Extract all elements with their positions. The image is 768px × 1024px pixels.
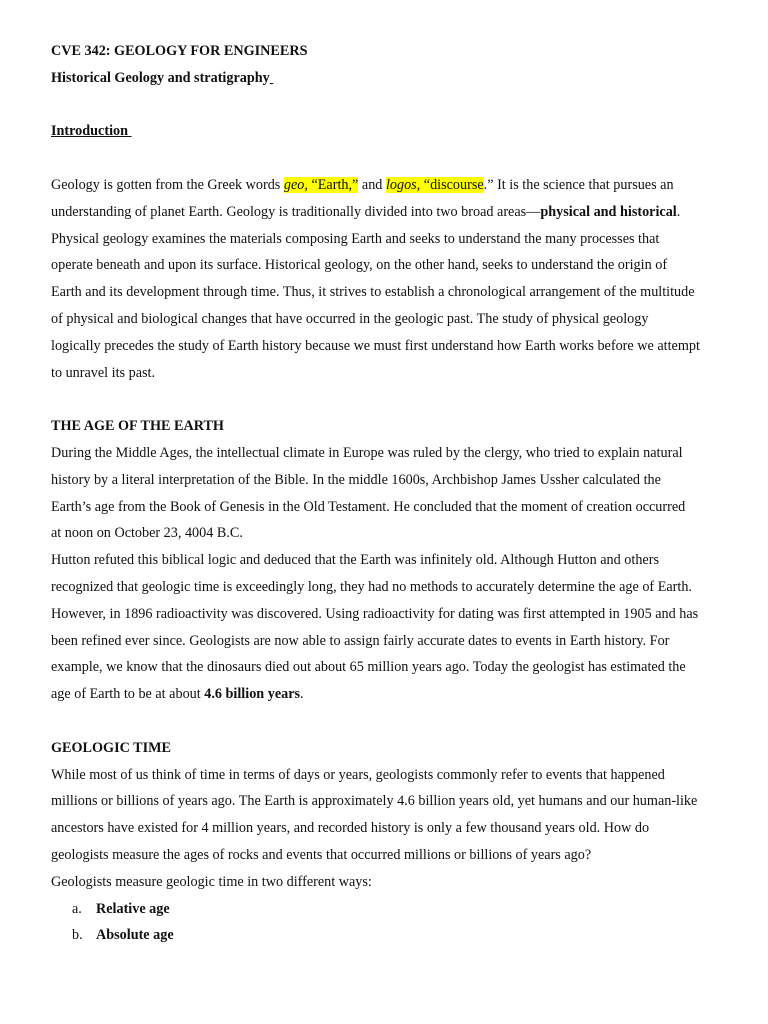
text-run: and: [358, 176, 386, 193]
paragraph-line: been refined ever since. Geologists are now able to assign fairly accurate dates to events in Earth history. For: [51, 632, 670, 649]
text-run: understanding of planet Earth. Geology is traditionally divided into two broad areas—: [51, 203, 541, 220]
paragraph-line: operate beneath and upon its surface. Historical geology, on the other hand, seeks to understand the origin of: [51, 257, 668, 274]
list-item: [51, 922, 741, 949]
paragraph-line: example, we know that the dinosaurs died out about 65 million years ago. Today the geologist has estimated the: [51, 659, 686, 676]
list-item-text: Absolute age: [96, 927, 174, 944]
age-paragraph: [51, 440, 741, 708]
spacer: [51, 708, 741, 735]
spacer: [51, 145, 741, 172]
list-item-text: Relative age: [96, 900, 170, 917]
subtitle-underline-space: [270, 70, 274, 86]
paragraph-line: Physical geology examines the materials composing Earth and seeks to understand the many processes that: [51, 230, 660, 247]
highlight-geo: [284, 177, 358, 193]
introduction-heading-text: Introduction: [51, 123, 128, 140]
course-title: CVE 342: GEOLOGY FOR ENGINEERS: [51, 43, 308, 59]
text-run: Geology is gotten from the Greek words: [51, 176, 284, 193]
section-heading-introduction: [51, 118, 741, 145]
section-heading-geologic-time: GEOLOGIC TIME: [51, 739, 171, 756]
paragraph-line: [51, 199, 741, 226]
spacer: [51, 386, 741, 413]
paragraph-line: recognized that geologic time is exceedingly long, they had no methods to accurately determine the age of Earth.: [51, 578, 692, 595]
term-logos: logos: [385, 176, 417, 193]
text-run: age of Earth to be at about: [51, 686, 205, 703]
paragraph-line: millions or billions of years ago. The Earth is approximately 4.6 billion years old, yet humans and our human-like: [51, 793, 698, 810]
bold-term: physical and historical: [540, 203, 677, 220]
bold-term: 4.6 billion years: [204, 686, 301, 703]
subtitle-text: Historical Geology and stratigraphy: [51, 69, 270, 86]
age-types-list: [51, 896, 741, 950]
list-item: [51, 896, 741, 923]
paragraph-line: While most of us think of time in terms of days or years, geologists commonly refer to events that happened: [51, 766, 665, 783]
paragraph-line: Geologists measure geologic time in two different ways:: [51, 873, 372, 890]
list-marker: a.: [72, 900, 82, 917]
text-run: .: [300, 686, 304, 703]
paragraph-line: geologists measure the ages of rocks and events that occurred millions or billions of years ago?: [51, 846, 592, 863]
document-page: [51, 38, 741, 949]
text-run: .” It is the science that pursues an: [483, 176, 674, 193]
list-marker: b.: [72, 927, 83, 944]
geologic-time-paragraph: [51, 762, 741, 896]
introduction-paragraph: [51, 172, 741, 386]
paragraph-line: Hutton refuted this biblical logic and deduced that the Earth was infinitely old. Although Hutton and others: [51, 552, 659, 569]
document-subtitle: [51, 65, 741, 92]
term-earth: , “Earth,”: [304, 176, 359, 193]
text-run: .: [676, 203, 681, 220]
highlight-logos: [386, 177, 484, 193]
paragraph-line: of physical and biological changes that have occurred in the geologic past. The study of physical geology: [51, 310, 649, 327]
paragraph-line: history by a literal interpretation of the Bible. In the middle 1600s, Archbishop James Ussher calculated the: [51, 471, 661, 488]
paragraph-line: Earth and its development through time. Thus, it strives to establish a chronological arrangement of the multitude: [51, 284, 695, 301]
paragraph-line: [51, 681, 741, 708]
spacer: [51, 92, 741, 119]
paragraph-line: to unravel its past.: [51, 364, 156, 381]
paragraph-line: logically precedes the study of Earth history because we must first understand how Earth works before we attempt: [51, 337, 700, 354]
term-geo: geo: [283, 176, 305, 193]
paragraph-line: [51, 172, 741, 199]
paragraph-line: During the Middle Ages, the intellectual climate in Europe was ruled by the clergy, who tried to explain natural: [51, 444, 683, 461]
paragraph-line: However, in 1896 radioactivity was discovered. Using radioactivity for dating was first attempted in 1905 and has: [51, 605, 699, 622]
paragraph-line: ancestors have existed for 4 million years, and recorded history is only a few thousand years old. How do: [51, 820, 650, 837]
section-heading-age-of-earth: THE AGE OF THE EARTH: [51, 418, 224, 435]
paragraph-line: Earth’s age from the Book of Genesis in the Old Testament. He concluded that the moment of creation occurred: [51, 498, 686, 515]
term-discourse: , “discourse: [416, 176, 484, 193]
heading-underline-space: [128, 123, 132, 139]
paragraph-line: at noon on October 23, 4004 B.C.: [51, 525, 243, 542]
